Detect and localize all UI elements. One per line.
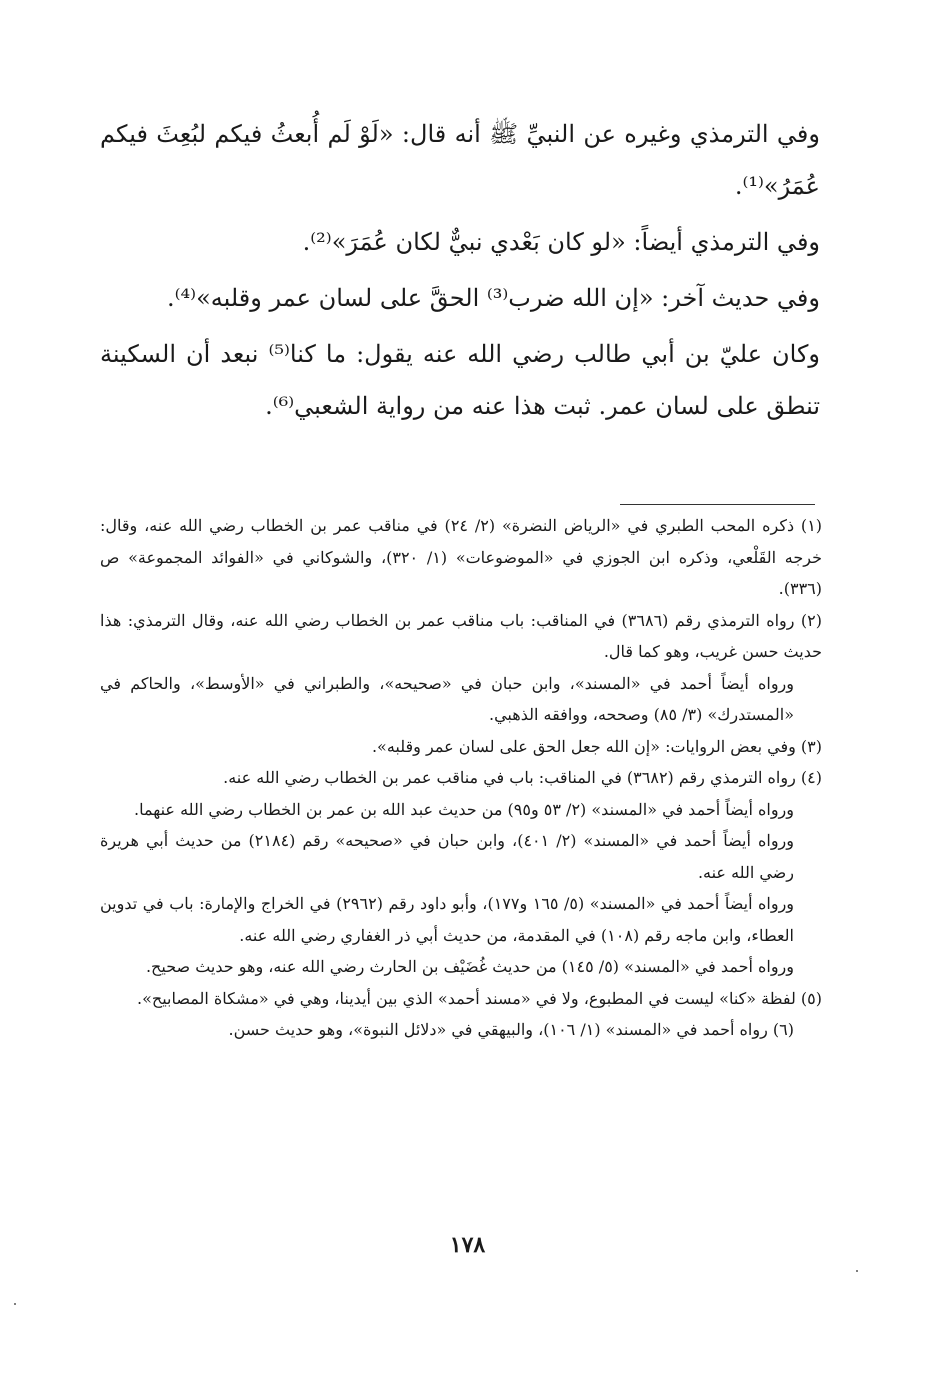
footnote-divider [620,504,815,505]
main-paragraph-1: وفي الترمذي وغيره عن النبيِّ ﷺ أنه قال: «لَوْ لَم أُبعثُ فيكم لبُعِثَ فيكم عُمَرُ»⁽¹⁾. [100,120,820,200]
footnote-6: (٦) رواه أحمد في «المسند» (١/ ١٠٦)، والبيهقي في «دلائل النبوة»، وهو حديث حسن. [228,1020,794,1039]
footnote-3: (٣) وفي بعض الروايات: «إن الله جعل الحق على لسان عمر وقلبه». [371,736,822,756]
page-number: ١٧٨ [449,1232,486,1258]
main-text [100,108,820,436]
main-paragraph-3: وفي حديث آخر: «إن الله ضرب⁽³⁾ الحقَّ على لسان عمر وقلبه»⁽⁴⁾. [167,284,820,312]
footnote-4-continuation-b: ورواه أيضاً أحمد في «المسند» (٢/ ٤٠١)، وابن حبان في «صحيحه» رقم (٢١٨٤) من حديث أبي هريرة رضي الله عنه. [100,831,794,882]
footnote-4-continuation-a: ورواه أيضاً أحمد في «المسند» (٢/ ٥٣ و٩٥) من حديث عبد الله بن عمر بن الخطاب رضي الله عنهما. [134,799,794,819]
footnote-4-continuation-c: ورواه أيضاً أحمد في «المسند» (٥/ ١٦٥ و١٧٧)، وأبو داود رقم (٢٩٦٢) في الخراج والإمارة: باب في تدوين العطاء، وابن ماجه رقم (١٠٨) في المقدمة، من حديث أبي ذر الغفاري رضي الله عنه. [100,894,795,945]
footnote-2-continuation: ورواه أيضاً أحمد في «المسند»، وابن حبان في «صحيحه»، والطبراني في «الأوسط»، والحاكم في «المستدرك» (٣/ ٨٥) وصححه، ووافقه الذهبي. [100,673,794,724]
footnote-5: (٥) لفظة «كنا» ليست في المطبوع، ولا في «مسند أحمد» الذي بين أيدينا، وهي في «مشكاة المصابيح». [136,988,822,1008]
print-speck [14,1303,16,1305]
main-paragraph-2: وفي الترمذي أيضاً: «لو كان بَعْدي نبيٌّ لكان عُمَرَ»⁽²⁾. [302,228,820,256]
main-paragraph-4: وكان عليّ بن أبي طالب رضي الله عنه يقول: ما كنا⁽⁵⁾ نبعد أن السكينة تنطق على لسان عمر. ثبت هذا عنه من رواية الشعبي⁽⁶⁾. [100,340,821,420]
footnotes [100,510,822,1046]
print-speck [856,1270,858,1272]
footnote-4: (٤) رواه الترمذي رقم (٣٦٨٢) في المناقب: باب في مناقب عمر بن الخطاب رضي الله عنه. [223,768,822,787]
footnote-4-continuation-d: ورواه أحمد في «المسند» (٥/ ١٤٥) من حديث غُضَيْف بن الحارث رضي الله عنه، وهو حديث صحيح. [145,957,794,976]
footnote-2: (٢) رواه الترمذي رقم (٣٦٨٦) في المناقب: باب مناقب عمر بن الخطاب رضي الله عنه، وقال الترمذي: هذا حديث حسن غريب، وهو كما قال. [100,610,822,661]
footnote-1: (١) ذكره المحب الطبري في «الرياض النضرة» (٢/ ٢٤) في مناقب عمر بن الخطاب رضي الله عنه، وقال: خرجه القَلْعي، وذكره ابن الجوزي في «الموضوعات» (١/ ٣٢٠)، والشوكاني في «الفوائد المجموعة» ص (٣٣٦). [100,516,823,598]
